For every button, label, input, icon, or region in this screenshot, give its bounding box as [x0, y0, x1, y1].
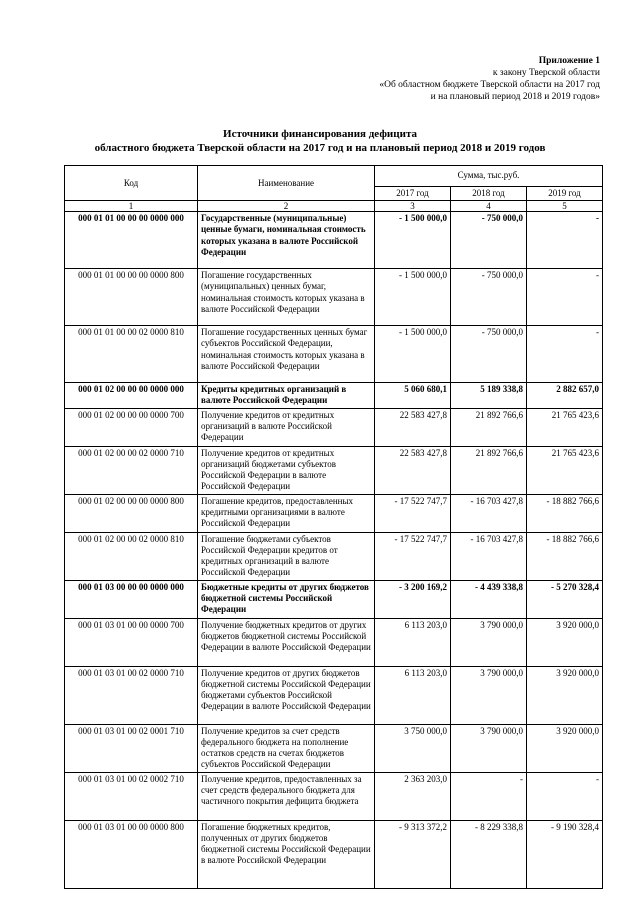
amount-2017-cell: - 17 522 747,7: [375, 494, 451, 532]
amount-2018-cell: - 16 703 427,8: [451, 532, 527, 580]
amount-2017-cell: - 9 313 372,2: [375, 820, 451, 888]
budget-code-cell: 000 01 03 01 00 00 0000 700: [65, 618, 198, 666]
column-index: 2: [198, 201, 375, 212]
budget-code-cell: 000 01 03 01 00 02 0001 710: [65, 724, 198, 772]
item-name-cell: Кредиты кредитных организаций в валюте Российской Федерации: [198, 383, 375, 408]
header-year-2018: 2018 год: [451, 187, 527, 201]
amount-2018-cell: - 8 229 338,8: [451, 820, 527, 888]
budget-code-cell: 000 01 02 00 00 00 0000 000: [65, 383, 198, 408]
budget-code-cell: 000 01 02 00 00 00 0000 700: [65, 408, 198, 446]
appendix-law-period: и на плановый период 2018 и 2019 годов»: [430, 92, 600, 102]
amount-2019-cell: -: [527, 269, 603, 326]
amount-2019-cell: -: [527, 772, 603, 820]
amount-2018-cell: - 4 439 338,8: [451, 580, 527, 618]
table-row: [65, 724, 603, 772]
budget-code-cell: 000 01 03 00 00 00 0000 000: [65, 580, 198, 618]
amount-2017-cell: - 1 500 000,0: [375, 212, 451, 269]
amount-2019-cell: 21 765 423,6: [527, 408, 603, 446]
item-name-cell: Получение кредитов за счет средств федерального бюджета на пополнение остатков средств на счетах бюджетов субъектов Российской Федерации: [198, 724, 375, 772]
item-name-cell: Получение бюджетных кредитов от других бюджетов бюджетной системы Российской Федерации в валюте Российской Федерации: [198, 618, 375, 666]
document-title: [0, 127, 640, 155]
budget-code-cell: 000 01 02 00 00 00 0000 800: [65, 494, 198, 532]
header-name: Наименование: [198, 166, 375, 201]
amount-2017-cell: 6 113 203,0: [375, 666, 451, 724]
table-row: [65, 269, 603, 326]
item-name-cell: Получение кредитов, предоставленных за счет средств федерального бюджета для частичного покрытия дефицита бюджета: [198, 772, 375, 820]
column-index: 4: [451, 201, 527, 212]
item-name-cell: Погашение государственных ценных бумаг субъектов Российской Федерации, номинальная стоимость которых указана в валюте Российской Федерации: [198, 326, 375, 383]
amount-2018-cell: 3 790 000,0: [451, 724, 527, 772]
amount-2017-cell: - 17 522 747,7: [375, 532, 451, 580]
header-sum: Сумма, тыс.руб.: [375, 166, 603, 187]
budget-code-cell: 000 01 02 00 00 02 0000 810: [65, 532, 198, 580]
appendix-law-ref: к закону Тверской области: [492, 68, 600, 78]
amount-2019-cell: 3 920 000,0: [527, 724, 603, 772]
appendix-law-title: «Об областном бюджете Тверской области на 2017 год: [379, 80, 600, 90]
amount-2017-cell: - 3 200 169,2: [375, 580, 451, 618]
amount-2019-cell: 3 920 000,0: [527, 618, 603, 666]
item-name-cell: Бюджетные кредиты от других бюджетов бюджетной системы Российской Федерации: [198, 580, 375, 618]
table-row: [65, 326, 603, 383]
header-code: Код: [65, 166, 198, 201]
title-line-2: областного бюджета Тверской области на 2017 год и на плановый период 2018 и 2019 годов: [94, 142, 546, 154]
item-name-cell: Получение кредитов от других бюджетов бюджетной системы Российской Федерации бюджетами субъектов Российской Федерации в валюте Российской Федерации: [198, 666, 375, 724]
amount-2018-cell: -: [451, 772, 527, 820]
amount-2017-cell: 6 113 203,0: [375, 618, 451, 666]
amount-2018-cell: 5 189 338,8: [451, 383, 527, 408]
header-year-2017: 2017 год: [375, 187, 451, 201]
column-index: 3: [375, 201, 451, 212]
amount-2019-cell: 21 765 423,6: [527, 446, 603, 494]
budget-code-cell: 000 01 03 01 00 02 0000 710: [65, 666, 198, 724]
amount-2017-cell: - 1 500 000,0: [375, 326, 451, 383]
amount-2018-cell: - 16 703 427,8: [451, 494, 527, 532]
amount-2019-cell: 3 920 000,0: [527, 666, 603, 724]
amount-2018-cell: - 750 000,0: [451, 212, 527, 269]
budget-code-cell: 000 01 01 00 00 02 0000 810: [65, 326, 198, 383]
financing-sources-table: [64, 165, 603, 889]
budget-code-cell: 000 01 01 00 00 00 0000 800: [65, 269, 198, 326]
amount-2019-cell: 2 882 657,0: [527, 383, 603, 408]
item-name-cell: Погашение государственных (муниципальных) ценных бумаг, номинальная стоимость которых указана в валюте Российской Федерации: [198, 269, 375, 326]
amount-2018-cell: 21 892 766,6: [451, 408, 527, 446]
amount-2018-cell: - 750 000,0: [451, 326, 527, 383]
table-row: [65, 532, 603, 580]
amount-2018-cell: 3 790 000,0: [451, 618, 527, 666]
budget-code-cell: 000 01 02 00 00 02 0000 710: [65, 446, 198, 494]
table-row: [65, 494, 603, 532]
budget-code-cell: 000 01 03 01 00 02 0002 710: [65, 772, 198, 820]
table-row: [65, 446, 603, 494]
appendix-header: [379, 55, 600, 103]
amount-2018-cell: 3 790 000,0: [451, 666, 527, 724]
amount-2019-cell: - 18 882 766,6: [527, 494, 603, 532]
appendix-number: Приложение 1: [538, 56, 600, 66]
budget-code-cell: 000 01 03 01 00 00 0000 800: [65, 820, 198, 888]
column-index: 1: [65, 201, 198, 212]
amount-2019-cell: - 5 270 328,4: [527, 580, 603, 618]
amount-2017-cell: 22 583 427,8: [375, 446, 451, 494]
item-name-cell: Получение кредитов от кредитных организаций бюджетами субъектов Российской Федерации в валюте Российской Федерации: [198, 446, 375, 494]
item-name-cell: Погашение бюджетных кредитов, полученных от других бюджетов бюджетной системы Российской Федерации в валюте Российской Федерации: [198, 820, 375, 888]
amount-2017-cell: 22 583 427,8: [375, 408, 451, 446]
header-year-2019: 2019 год: [527, 187, 603, 201]
amount-2017-cell: - 1 500 000,0: [375, 269, 451, 326]
amount-2018-cell: 21 892 766,6: [451, 446, 527, 494]
table-row: [65, 618, 603, 666]
title-line-1: Источники финансирования дефицита: [223, 128, 417, 140]
table-row: [65, 212, 603, 269]
amount-2019-cell: - 18 882 766,6: [527, 532, 603, 580]
item-name-cell: Государственные (муниципальные) ценные бумаги, номинальная стоимость которых указана в валюте Российской Федерации: [198, 212, 375, 269]
table-row: [65, 820, 603, 888]
item-name-cell: Погашение кредитов, предоставленных кредитными организациями в валюте Российской Федерации: [198, 494, 375, 532]
table-row: [65, 772, 603, 820]
amount-2019-cell: -: [527, 212, 603, 269]
table-row: [65, 383, 603, 408]
item-name-cell: Получение кредитов от кредитных организаций в валюте Российской Федерации: [198, 408, 375, 446]
amount-2019-cell: -: [527, 326, 603, 383]
amount-2019-cell: - 9 190 328,4: [527, 820, 603, 888]
column-index: 5: [527, 201, 603, 212]
table-row: [65, 580, 603, 618]
amount-2018-cell: - 750 000,0: [451, 269, 527, 326]
table-row: [65, 408, 603, 446]
amount-2017-cell: 2 363 203,0: [375, 772, 451, 820]
table-row: [65, 666, 603, 724]
amount-2017-cell: 5 060 680,1: [375, 383, 451, 408]
amount-2017-cell: 3 750 000,0: [375, 724, 451, 772]
column-index-row: [65, 201, 603, 212]
budget-code-cell: 000 01 01 00 00 00 0000 000: [65, 212, 198, 269]
item-name-cell: Погашение бюджетами субъектов Российской Федерации кредитов от кредитных организаций в валюте Российской Федерации: [198, 532, 375, 580]
